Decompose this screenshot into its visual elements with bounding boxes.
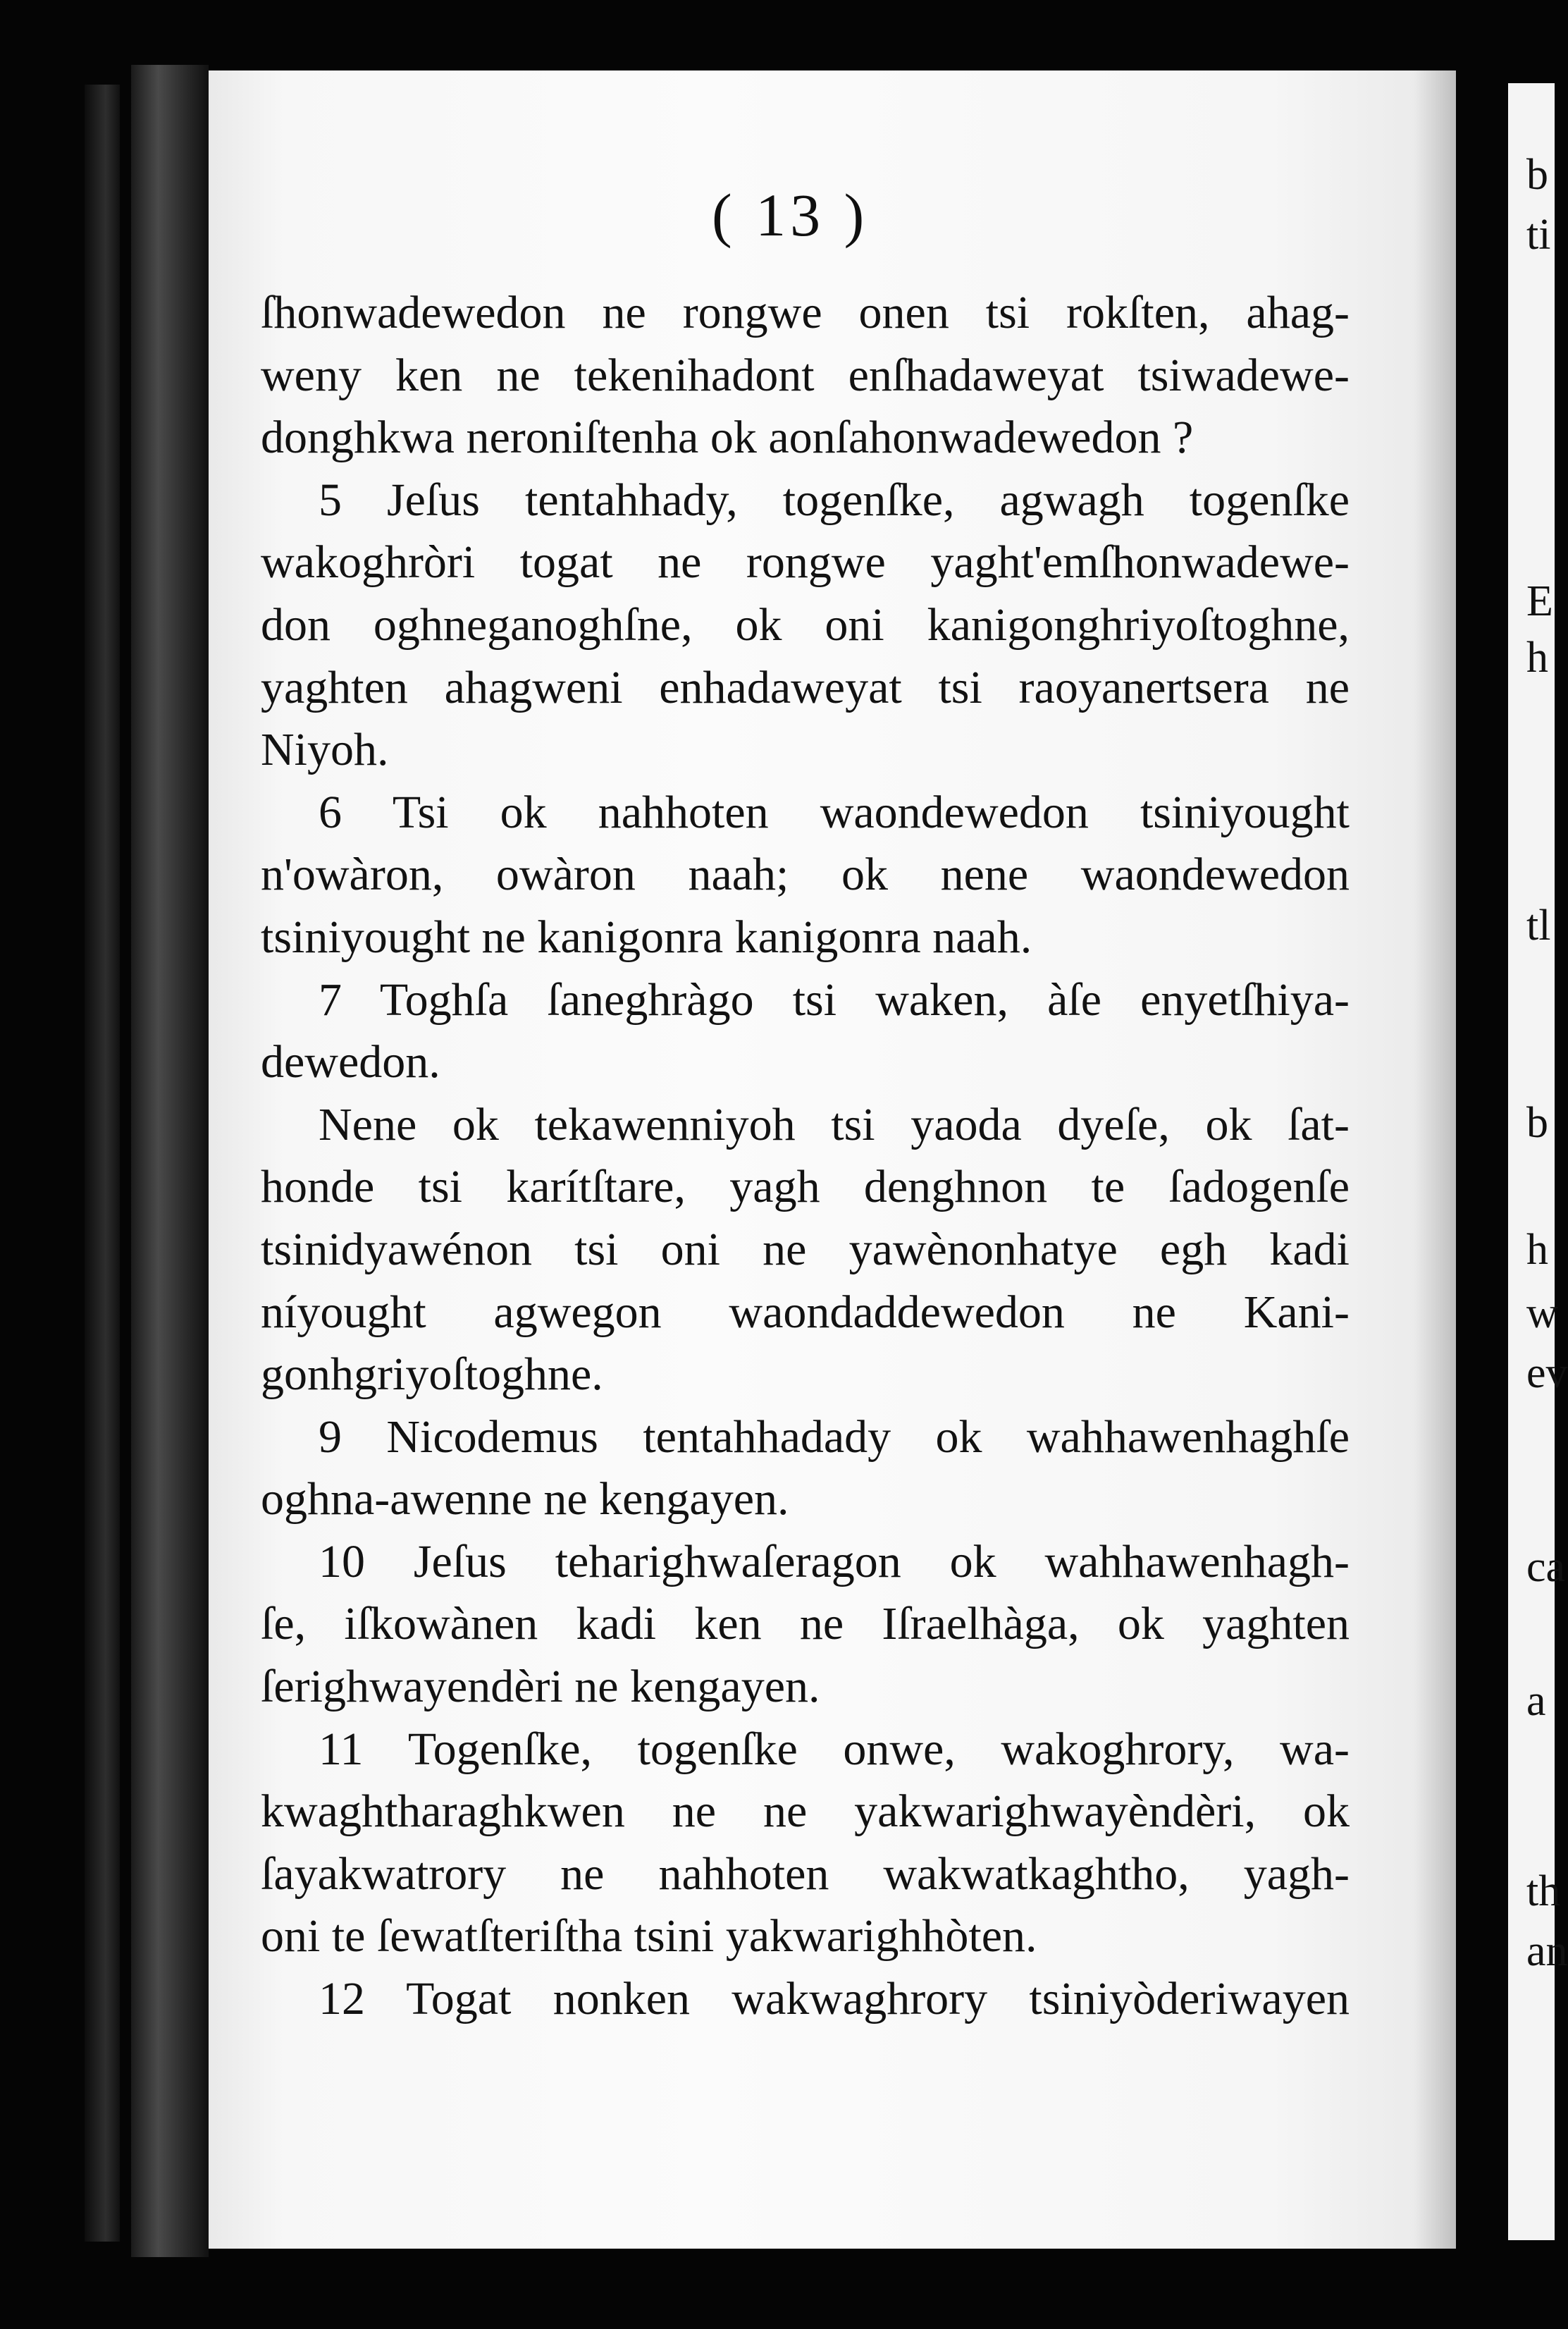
text-line: 5 Jeſus tentahhady, togenſke, agwagh togenſke (319, 474, 1350, 526)
text-line: 12 Togat nonken wakwaghrory tsiniyòderiwayen (319, 1973, 1350, 2025)
text-line: ſhonwadewedon ne rongwe onen tsi rokſten, ahag- (261, 287, 1350, 338)
text-line: 10 Jeſus teharighwaſeragon ok wahhawenhagh- (319, 1535, 1350, 1587)
text-line: n'owàron, owàron naah; ok nene waondewedon (261, 849, 1350, 901)
text-line: gonhgriyoſtoghne. (261, 1348, 603, 1401)
text-line: ſayakwatrory ne nahhoten wakwatkaghtho, yagh- (261, 1848, 1350, 1900)
text-line: 7 Toghſa ſaneghràgo tsi waken, àſe enyetſhiya- (319, 973, 1350, 1026)
adjacent-page-fragment: h (1526, 634, 1548, 682)
adjacent-page-fragment: ev (1526, 1349, 1568, 1397)
text-line: 9 Nicodemus tentahhadady ok wahhawenhaghſe (319, 1411, 1350, 1463)
adjacent-page-fragment: ca (1526, 1543, 1566, 1591)
adjacent-page-fragment: h (1526, 1226, 1548, 1274)
text-line: don oghneganoghſne, ok oni kanigonghriyoſtoghne, (261, 598, 1350, 651)
text-line: dewedon. (261, 1036, 440, 1088)
text-line: wakoghròri togat ne rongwe yaght'emſhonwadewe- (261, 536, 1350, 589)
binding-edge (85, 85, 120, 2242)
text-line: 11 Togenſke, togenſke onwe, wakoghrory, wa- (319, 1723, 1350, 1775)
text-line: kwaghtharaghkwen ne ne yakwarighwayèndèri, ok (261, 1786, 1350, 1838)
adjacent-page-strip (1508, 83, 1568, 2240)
adjacent-page-fragment: a (1526, 1677, 1546, 1725)
adjacent-page-fragment: ti (1526, 211, 1551, 259)
adjacent-page-fragment: w (1526, 1289, 1558, 1337)
body-text (261, 282, 1350, 2031)
adjacent-page-fragment: th (1526, 1867, 1561, 1915)
adjacent-page-fragment: E (1526, 577, 1553, 625)
text-line: ſe, iſkowànen kadi ken ne Iſraelhàga, ok yaghten (261, 1598, 1350, 1650)
text-line: weny ken ne tekenihadont enſhadaweyat tsiwadewe- (261, 349, 1350, 401)
text-line: donghkwa neroniſtenha ok aonſahonwadewedon ? (261, 412, 1194, 464)
adjacent-page-fragment: b (1526, 1099, 1548, 1147)
text-line: ſerighwayendèri ne kengayen. (261, 1661, 820, 1713)
adjacent-page-fragment: an (1526, 1927, 1568, 1975)
page-number-header: ( 13 ) (712, 181, 869, 249)
text-line: níyought agwegon waondaddewedon ne Kani- (261, 1286, 1350, 1338)
book-gutter (131, 65, 209, 2257)
adjacent-page-fragment: tl (1526, 902, 1551, 950)
text-line: 6 Tsi ok nahhoten waondewedon tsiniyought (319, 786, 1350, 838)
text-line: tsinidyawénon tsi oni ne yawènonhatye egh kadi (261, 1223, 1350, 1275)
text-line: tsiniyought ne kanigonra kanigonra naah. (261, 911, 1032, 963)
adjacent-page-fragment: b (1526, 151, 1548, 199)
text-line: honde tsi karítſtare, yagh denghnon te ſadogenſe (261, 1161, 1350, 1213)
text-line: Nene ok tekawenniyoh tsi yaoda dyeſe, ok ſat- (319, 1098, 1350, 1150)
text-line: oni te ſewatſteriſtha tsini yakwarighhòten. (261, 1910, 1037, 1962)
text-line: oghna-awenne ne kengayen. (261, 1473, 789, 1525)
page-shadow (1414, 70, 1456, 2249)
text-line: Niyoh. (261, 724, 389, 776)
text-line: yaghten ahagweni enhadaweyat tsi raoyanertsera ne (261, 661, 1350, 713)
